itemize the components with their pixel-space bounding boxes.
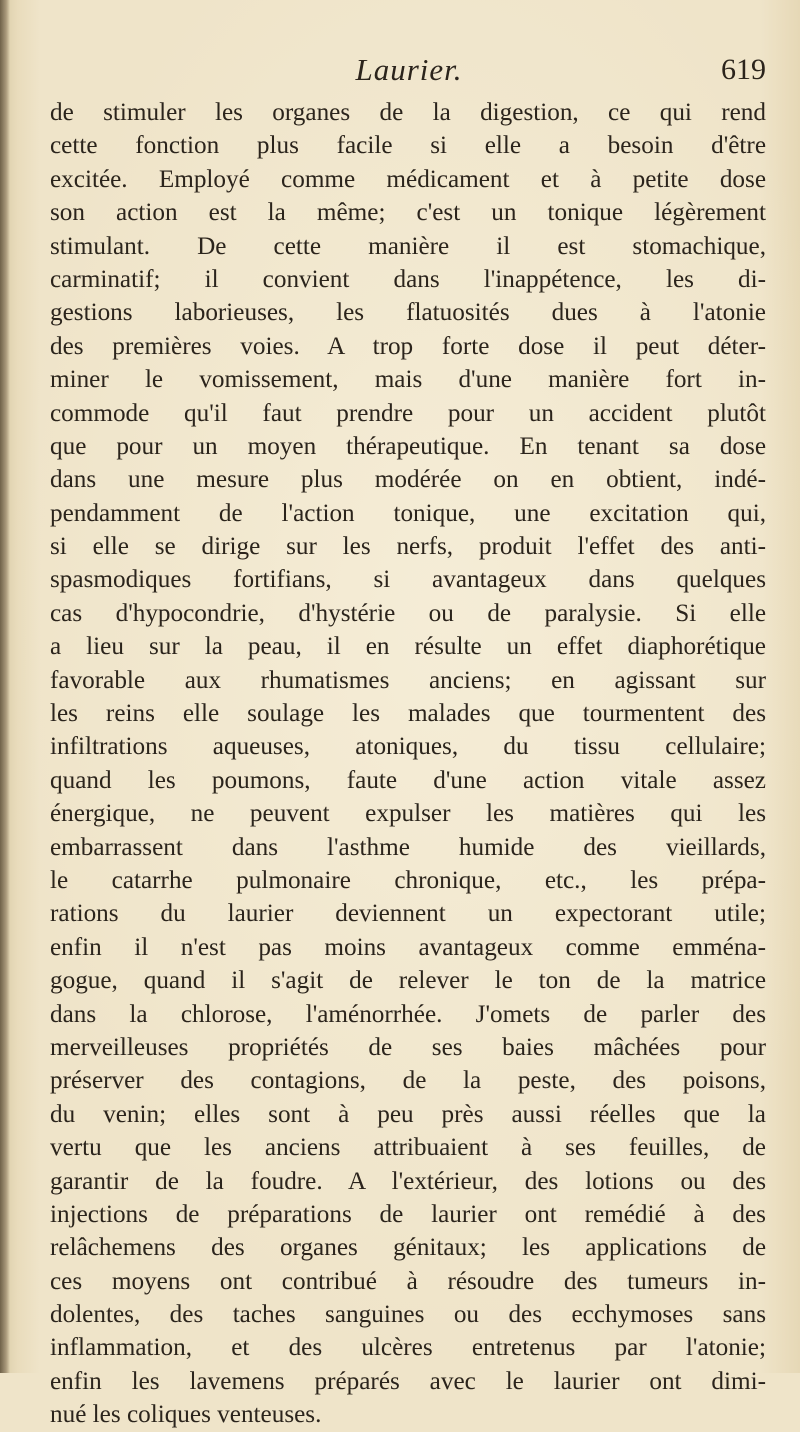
text-line: si elle se dirige sur les nerfs, produit l'effet des anti-	[50, 533, 766, 561]
text-line: spasmodiques fortifians, si avantageux dans quelques	[50, 566, 766, 594]
text-line: infiltrations aqueuses, atoniques, du tissu cellulaire;	[50, 733, 766, 761]
running-title: Laurier.	[355, 52, 463, 87]
text-line: nué les coliques venteuses.	[50, 1401, 322, 1429]
text-line: que pour un moyen thérapeutique. En tenant sa dose	[50, 432, 766, 460]
page-header	[48, 48, 770, 92]
text-line: ces moyens ont contribué à résoudre des tumeurs in-	[50, 1267, 766, 1295]
text-line: les reins elle soulage les malades que tourmentent des	[50, 700, 766, 728]
text-line: le catarrhe pulmonaire chronique, etc., les prépa-	[50, 866, 766, 894]
text-line: dolentes, des taches sanguines ou des ecchymoses sans	[50, 1301, 766, 1329]
text-line: excitée. Employé comme médicament et à petite dose	[50, 165, 766, 193]
text-line: rations du laurier deviennent un expectorant utile;	[50, 900, 766, 928]
text-line: favorable aux rhumatismes anciens; en agissant sur	[50, 666, 766, 694]
text-line: gogue, quand il s'agit de relever le ton de la matrice	[50, 967, 766, 995]
text-line: de stimuler les organes de la digestion, ce qui rend	[50, 99, 766, 126]
text-line: vertu que les anciens attribuaient à ses feuilles, de	[50, 1134, 766, 1162]
text-line: énergique, ne peuvent expulser les matières qui les	[50, 800, 766, 828]
text-line: stimulant. De cette manière il est stomachique,	[50, 232, 766, 260]
text-line: cas d'hypocondrie, d'hystérie ou de paralysie. Si elle	[50, 599, 766, 627]
text-line: miner le vomissement, mais d'une manière fort in-	[50, 366, 766, 394]
text-line: cette fonction plus facile si elle a besoin d'être	[50, 132, 766, 160]
text-line: pendamment de l'action tonique, une excitation qui,	[50, 499, 766, 527]
page-spine-shadow	[0, 0, 10, 1373]
text-line: relâchemens des organes génitaux; les applications de	[50, 1234, 766, 1262]
text-line: son action est la même; c'est un tonique légèrement	[50, 199, 766, 227]
text-line: a lieu sur la peau, il en résulte un effet diaphorétique	[50, 633, 766, 661]
text-line: inflammation, et des ulcères entretenus par l'atonie;	[50, 1334, 766, 1362]
text-line: enfin les lavemens préparés avec le laurier ont dimi-	[50, 1367, 766, 1395]
page-number: 619	[721, 53, 766, 86]
text-line: embarrassent dans l'asthme humide des vieillards,	[50, 833, 766, 861]
text-line: carminatif; il convient dans l'inappétence, les di-	[50, 265, 766, 293]
text-line: injections de préparations de laurier ont remédié à des	[50, 1200, 766, 1228]
text-line: quand les poumons, faute d'une action vitale assez	[50, 766, 766, 794]
text-line: garantir de la foudre. A l'extérieur, des lotions ou des	[50, 1167, 766, 1195]
text-line: dans la chlorose, l'aménorrhée. J'omets de parler des	[50, 1000, 766, 1028]
text-line: merveilleuses propriétés de ses baies mâchées pour	[50, 1033, 766, 1061]
text-line: enfin il n'est pas moins avantageux comme emména-	[50, 933, 766, 961]
text-line: commode qu'il faut prendre pour un accident plutôt	[50, 399, 766, 427]
body-text	[50, 96, 766, 1432]
text-line: gestions laborieuses, les flatuosités dues à l'atonie	[50, 299, 766, 327]
text-line: des premières voies. A trop forte dose il peut déter-	[50, 332, 766, 360]
text-line: préserver des contagions, de la peste, des poisons,	[50, 1067, 766, 1095]
text-line: dans une mesure plus modérée on en obtient, indé-	[50, 466, 766, 494]
text-line: du venin; elles sont à peu près aussi réelles que la	[50, 1100, 766, 1128]
